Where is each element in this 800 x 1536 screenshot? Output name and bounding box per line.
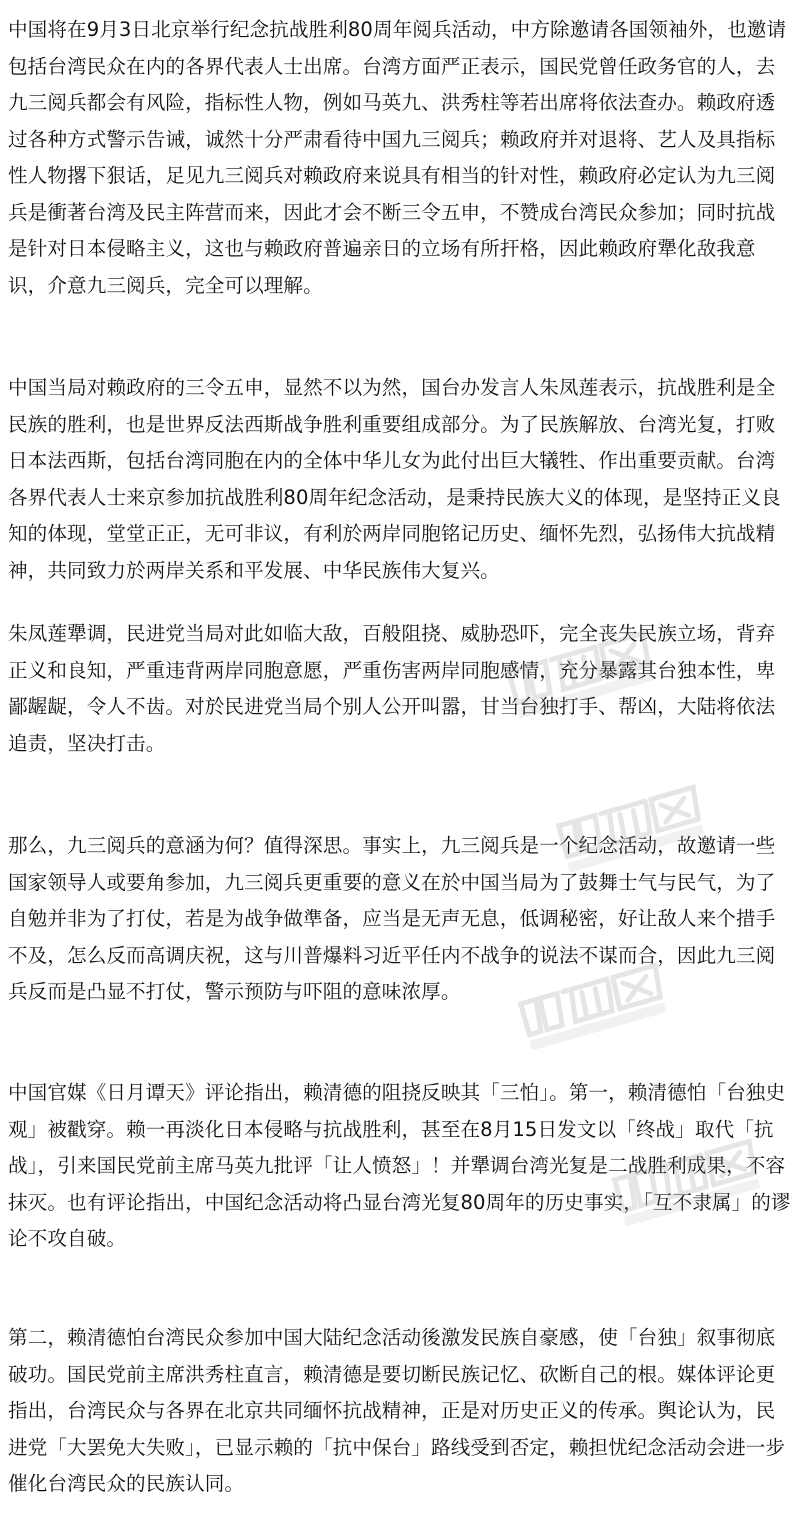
article-paragraph-4: 那么，九三阅兵的意涵为何？值得深思。事实上，九三阅兵是一个纪念活动，故邀请一些国家领导人或要角参加，九三阅兵更重要的意义在於中国当局为了鼓舞士气与民气，为了自勉并非为了打仗，若是为战争做準备，应当是无声无息，低调秘密，好让敌人来个措手不及，怎么反而高调庆祝，这与川普爆料习近平任内不战争的说法不谋而合，因此九三阅兵反而是凸显不打仗，警示预防与吓阻的意味浓厚。 [8, 834, 776, 1003]
article-paragraph-2: 中国当局对赖政府的三令五申，显然不以为然，国台办发言人朱凤莲表示，抗战胜利是全民族的胜利，也是世界反法西斯战争胜利重要组成部分。为了民族解放、台湾光复，打败日本法西斯，包括台湾同胞在内的全体中华儿女为此付出巨大犠牲、作出重要贡献。台湾各界代表人士来京参加抗战胜利80周年纪念活动，是秉持民族大义的体现，是坚持正义良知的体现，堂堂正正，无可非议，有利於两岸同胞铭记历史、缅怀先烈，弘扬伟大抗战精神，共同致力於两岸关系和平发展、中华民族伟大复兴。 [8, 376, 781, 582]
article-paragraph-3: 朱凤莲犟调，民进党当局对此如临大敌，百般阻挠、威胁恐吓，完全丧失民族立场，背弃正义和良知，严重违背两岸同胞意愿，严重伤害两岸同胞感情，充分暴露其台独本性，卑鄙龌龊，令人不齿。对於民进党当局个别人公开叫嚣，甘当台独打手、帮凶，大陆将依法追责，坚决打击。 [8, 622, 776, 755]
article-paragraph-5: 中国官媒《日月谭天》评论指出，赖清德的阻挠反映其「三怕」。第一，赖清德怕「台独史观」被戳穿。赖一再淡化日本侵略与抗战胜利，甚至在8月15日发文以「终战」取代「抗战」，引来国民党前主席马英九批评「让人愤怒」！并犟调台湾光复是二战胜利成果，不容抹灭。也有评论指出，中国纪念活动将凸显台湾光复80周年的历史事实，「互不隶属」的谬论不攻自破。 [8, 1081, 791, 1250]
article-paragraph-1: 中国将在9月3日北京举行纪念抗战胜利80周年阅兵活动，中方除邀请各国领袖外，也邀请包括台湾民众在内的各界代表人士出席。台湾方面严正表示，国民党曾任政务官的人，去九三阅兵都会有风险，指标性人物，例如马英九、洪秀柱等若出席将依法查办。赖政府透过各种方式警示告诫，诚然十分严肃看待中国九三阅兵；赖政府并对退将、艺人及具指标性人物撂下狠话，足见九三阅兵对赖政府来说具有相当的针对性，赖政府必定认为九三阅兵是衝著台湾及民主阵营而来，因此才会不断三令五申，不赞成台湾民众参加；同时抗战是针对日本侵略主义，这也与赖政府普遍亲日的立场有所扞格，因此赖政府犟化敌我意识，介意九三阅兵，完全可以理解。 [8, 18, 787, 297]
article-paragraph-6: 第二，赖清德怕台湾民众参加中国大陆纪念活动後激发民族自豪感，使「台独」叙事彻底破功。国民党前主席洪秀柱直言，赖清德是要切断民族记忆、砍断自己的根。媒体评论更指出，台湾民众与各界在北京共同缅怀抗战精神，正是对历史正义的传承。舆论认为，民进党「大罢免大失败」，已显示赖的「抗中保台」路线受到否定，赖担忧纪念活动会进一步催化台湾民众的民族认同。 [8, 1326, 786, 1495]
